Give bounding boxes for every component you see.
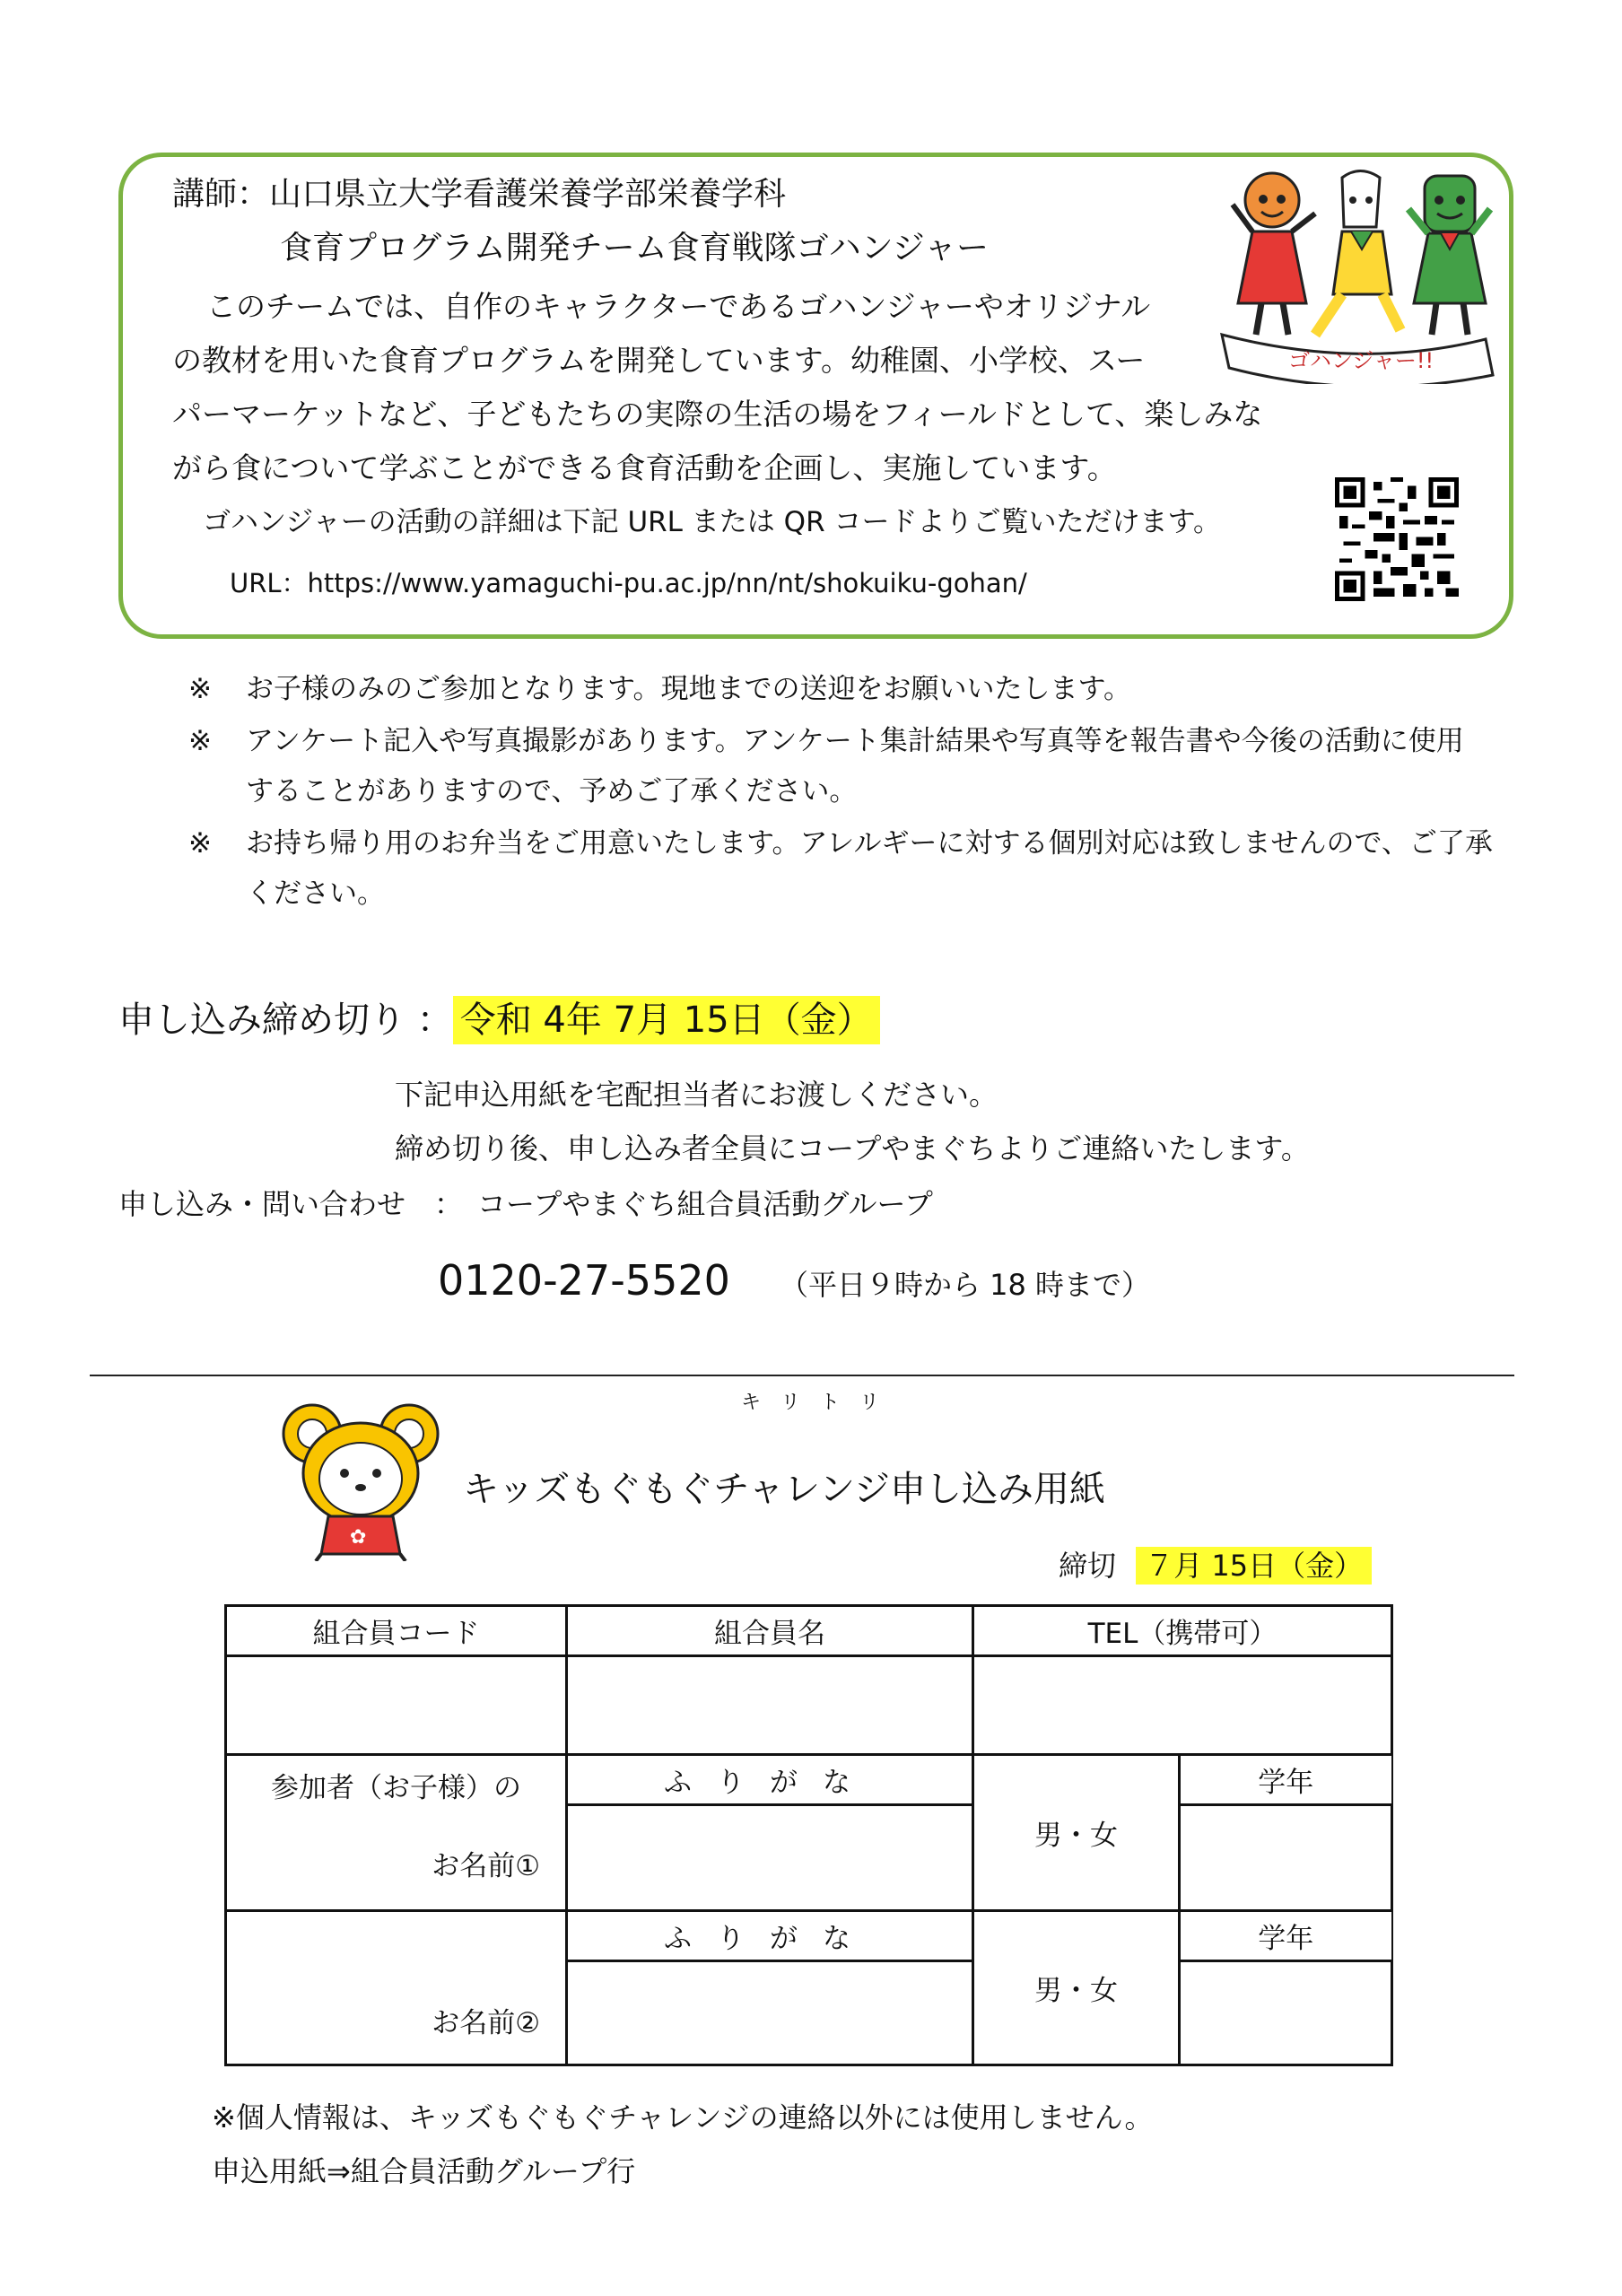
form-deadline-label: 締切: [1059, 1549, 1117, 1583]
member-code-field[interactable]: [226, 1656, 567, 1755]
participant-label: 参加者（お子様）の: [271, 1772, 521, 1804]
header-member-name: 組合員名: [567, 1606, 973, 1656]
contact-phone: 0120-27-5520: [438, 1256, 730, 1305]
privacy-note: ※個人情報は、キッズもぐもぐチャレンジの連絡以外には使用しません。: [212, 2100, 1154, 2134]
note-1: お子様のみのご参加となります。現地までの送迎をお願いいたします。: [246, 673, 1132, 705]
grade-1-label: 学年: [1180, 1755, 1392, 1805]
header-tel: TEL（携帯可）: [973, 1606, 1392, 1656]
note-mark-3: ※: [188, 827, 212, 860]
furigana-1-label: ふりがな: [567, 1755, 973, 1805]
instructor-team-name: 食育プログラム開発チーム食育戦隊ゴハンジャー: [280, 230, 990, 266]
gender-2[interactable]: 男・女: [973, 1911, 1180, 2065]
note-mark-2: ※: [188, 725, 212, 757]
deadline-info-1: 下記申込用紙を宅配担当者にお渡しください。: [395, 1078, 998, 1112]
instructor-title: 講師：山口県立大学看護栄養学部栄養学科: [172, 176, 787, 213]
contact-label: 申し込み・問い合わせ ： コープやまぐち組合員活動グループ: [118, 1187, 933, 1221]
cut-line: [90, 1375, 1514, 1376]
banner-text: ゴハンジャー!!: [1288, 348, 1435, 373]
note-2-line-2: することがありますので、予めご了承ください。: [246, 775, 858, 808]
form-deadline-value: ７月 15日（金）: [1136, 1547, 1372, 1585]
form-title: キッズもぐもぐチャレンジ申し込み用紙: [463, 1469, 1105, 1510]
instructor-desc-4: がら食について学ぶことができる食育活動を企画し、実施しています。: [172, 450, 1117, 485]
name-2-field[interactable]: [567, 1961, 973, 2065]
participant-2-label-cell: [226, 1911, 567, 2065]
instructor-desc-3: パーマーケットなど、子どもたちの実際の生活の場をフィールドとして、楽しみな: [172, 397, 1263, 432]
qr-code[interactable]: [1335, 477, 1459, 601]
name-1-label: お名前①: [432, 1850, 540, 1882]
tel-field[interactable]: [973, 1656, 1392, 1755]
kiritori-label: キリトリ: [741, 1392, 900, 1414]
furigana-2-label: ふりがな: [567, 1911, 973, 1961]
instructor-desc-1: このチームでは、自作のキャラクターであるゴハンジャーやオリジナル: [206, 289, 1151, 324]
route-note: 申込用紙⇒組合員活動グループ行: [212, 2154, 636, 2188]
member-name-field[interactable]: [567, 1656, 973, 1755]
gohanger-illustration: [1216, 160, 1504, 384]
instructor-detail: ゴハンジャーの活動の詳細は下記 URL または QR コードよりご覧いただけます。: [203, 506, 1221, 538]
grade-2-field[interactable]: [1180, 1961, 1392, 2065]
bear-mascot: [280, 1400, 441, 1561]
participant-1-label-cell: [226, 1755, 567, 1911]
deadline-info-2: 締め切り後、申し込み者全員にコープやまぐちよりご連絡いたします。: [395, 1131, 1310, 1165]
grade-2-label: 学年: [1180, 1911, 1392, 1961]
gender-1[interactable]: 男・女: [973, 1755, 1180, 1911]
instructor-url[interactable]: URL：https://www.yamaguchi-pu.ac.jp/nn/nt/shokuiku-gohan/: [230, 568, 1027, 598]
grade-1-field[interactable]: [1180, 1805, 1392, 1911]
svg-text:✿: ✿: [350, 1526, 367, 1549]
header-member-code: 組合員コード: [226, 1606, 567, 1656]
deadline-value: 令和 4年 7月 15日（金）: [453, 996, 880, 1044]
contact-hours: （平日９時から 18 時まで）: [779, 1268, 1151, 1302]
note-3-line-2: ください。: [246, 877, 385, 910]
note-3-line-1: お持ち帰り用のお弁当をご用意いたします。アレルギーに対する個別対応は致しませんので、ご了承: [246, 827, 1493, 860]
instructor-desc-2: の教材を用いた食育プログラムを開発しています。幼稚園、小学校、スー: [172, 343, 1146, 378]
note-mark-1: ※: [188, 673, 212, 705]
deadline-label: 申し込み締め切り ：: [118, 1000, 453, 1041]
note-2-line-1: アンケート記入や写真撮影があります。アンケート集計結果や写真等を報告書や今後の活動に使用: [246, 725, 1464, 757]
name-1-field[interactable]: [567, 1805, 973, 1911]
application-form-table: [224, 1604, 1393, 2066]
name-2-label: お名前②: [432, 2007, 540, 2039]
